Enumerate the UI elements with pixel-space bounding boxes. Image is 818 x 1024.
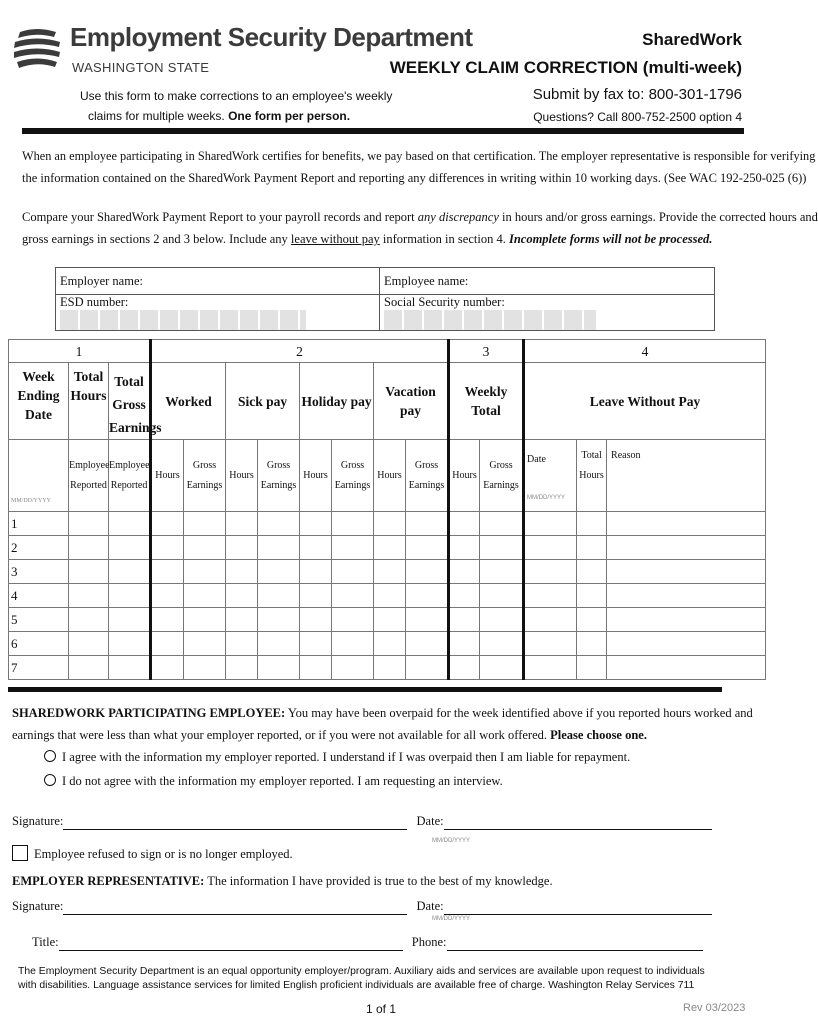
employer-info-box: [55, 267, 715, 331]
grid-cell[interactable]: [300, 536, 332, 560]
agree-radio[interactable]: [44, 750, 56, 762]
grid-cell[interactable]: [480, 536, 524, 560]
table-row: [9, 584, 766, 608]
employer-name-field[interactable]: [56, 268, 380, 295]
grid-cell[interactable]: [374, 656, 406, 680]
grid-rows: [9, 512, 766, 680]
esd-number-label: ESD number:: [60, 295, 129, 309]
para2-text-c: in hours and/or gross earnings. Provide the corrected hours and: [502, 210, 818, 224]
table-row: [9, 512, 766, 536]
employee-date-line[interactable]: [444, 814, 712, 830]
grid-cell[interactable]: [607, 536, 766, 560]
grid-cell[interactable]: [607, 560, 766, 584]
employee-choose: Please choose one.: [550, 728, 647, 742]
employer-signature-row: [12, 899, 712, 915]
grid-cell[interactable]: [480, 512, 524, 536]
employee-name-field[interactable]: [380, 268, 715, 295]
sub-total-hours-reported: Employee Reported: [69, 440, 109, 512]
grid-cell[interactable]: [258, 656, 300, 680]
fax-number: Submit by fax to: 800-301-1796: [532, 86, 742, 103]
ssn-field[interactable]: [380, 295, 715, 331]
grid-cell[interactable]: [300, 560, 332, 584]
grid-cell[interactable]: [109, 560, 151, 584]
sub-worked-gross: Gross Earnings: [184, 440, 226, 512]
sub-weekly-hours: Hours: [449, 440, 480, 512]
grid-cell[interactable]: [69, 512, 109, 536]
grid-cell[interactable]: [332, 632, 374, 656]
col-total-hours: Total Hours: [69, 363, 109, 440]
grid-cell[interactable]: [480, 632, 524, 656]
department-state: WASHINGTON STATE: [72, 60, 210, 75]
grid-cell[interactable]: [449, 512, 480, 536]
employer-signature-line[interactable]: [63, 899, 407, 915]
grid-cell[interactable]: [226, 632, 258, 656]
sub-holiday-hours: Hours: [300, 440, 332, 512]
ssn-boxes: [384, 310, 596, 330]
col-holiday-pay: Holiday pay: [300, 363, 374, 440]
grid-cell[interactable]: [151, 536, 184, 560]
grid-cell[interactable]: [109, 656, 151, 680]
para2-text-d: gross earnings in sections 2 and 3 below. Include any: [22, 232, 288, 246]
para2-line2: [22, 228, 762, 250]
employee-signature-label: Signature:: [12, 814, 64, 828]
intro-line-2: [88, 109, 350, 123]
para1-line1: When an employee participating in SharedWork certifies for benefits, we pay based on that certification. The employer representative is responsible for verifying: [22, 149, 816, 163]
grid-cell[interactable]: [524, 560, 577, 584]
grid-cell[interactable]: [109, 608, 151, 632]
grid-cell[interactable]: [332, 512, 374, 536]
sub-lwop-date: [524, 440, 577, 512]
grid-cell[interactable]: [406, 512, 449, 536]
sub-weekly-gross: Gross Earnings: [480, 440, 524, 512]
instructions-paragraph-2: [22, 206, 818, 250]
employee-section: [12, 702, 762, 792]
sub-vacation-hours: Hours: [374, 440, 406, 512]
footer-line-2: with disabilities. Language assistance services for limited English proficient individuals are available free of charge. Washington Relay Services 711: [18, 980, 695, 991]
grid-cell[interactable]: [577, 584, 607, 608]
grid-cell[interactable]: [300, 512, 332, 536]
table-row: [9, 536, 766, 560]
grid-cell[interactable]: [109, 584, 151, 608]
grid-cell[interactable]: [406, 536, 449, 560]
grid-cell[interactable]: [258, 512, 300, 536]
grid-cell[interactable]: [300, 656, 332, 680]
employee-text-b: earnings that were less than what your employer reported, or if you were not available for all work offered.: [12, 728, 547, 742]
employer-signature-label: Signature:: [12, 899, 64, 913]
employer-phone-label: Phone:: [411, 935, 447, 949]
employer-rep-heading: EMPLOYER REPRESENTATIVE:: [12, 874, 205, 888]
grid-cell[interactable]: [151, 632, 184, 656]
grid-cell[interactable]: [332, 536, 374, 560]
grid-bottom-divider: [8, 687, 722, 692]
grid-cell[interactable]: [374, 560, 406, 584]
sub-worked-hours: Hours: [151, 440, 184, 512]
footer-notice: [18, 965, 705, 993]
employee-date-format: MM/DD/YYYY: [432, 838, 471, 844]
row-number: 4: [9, 584, 69, 608]
ssn-label: Social Security number:: [384, 295, 505, 309]
grid-cell[interactable]: [449, 560, 480, 584]
row-number: 7: [9, 656, 69, 680]
grid-cell[interactable]: [374, 608, 406, 632]
grid-cell[interactable]: [151, 608, 184, 632]
grid-cell[interactable]: [406, 608, 449, 632]
grid-cell[interactable]: [607, 512, 766, 536]
grid-cell[interactable]: [226, 512, 258, 536]
employer-rep-row: [12, 874, 553, 889]
grid-cell[interactable]: [258, 608, 300, 632]
grid-cell[interactable]: [258, 632, 300, 656]
grid-cell[interactable]: [258, 536, 300, 560]
grid-cell[interactable]: [577, 560, 607, 584]
grid-cell[interactable]: [226, 608, 258, 632]
employer-title-row: [32, 935, 703, 951]
grid-cell[interactable]: [151, 560, 184, 584]
section-4-label: 4: [524, 340, 766, 363]
grid-cell[interactable]: [524, 584, 577, 608]
grid-cell[interactable]: [332, 560, 374, 584]
grid-cell[interactable]: [449, 632, 480, 656]
employee-signature-line[interactable]: [63, 814, 407, 830]
page-number: 1 of 1: [366, 1002, 397, 1016]
grid-cell[interactable]: [151, 512, 184, 536]
grid-cell[interactable]: [524, 656, 577, 680]
grid-cell[interactable]: [258, 560, 300, 584]
esd-number-boxes: [60, 310, 306, 330]
employee-text-a: You may have been overpaid for the week identified above if you reported hours worked and: [287, 706, 753, 720]
grid-cell[interactable]: [226, 656, 258, 680]
col-sick-pay: Sick pay: [226, 363, 300, 440]
option-agree-row[interactable]: [12, 746, 762, 768]
grid-cell[interactable]: [184, 560, 226, 584]
grid-cell[interactable]: [374, 536, 406, 560]
row-number: 6: [9, 632, 69, 656]
grid-cell[interactable]: [300, 608, 332, 632]
grid-cell[interactable]: [184, 536, 226, 560]
refused-checkbox[interactable]: [12, 845, 28, 861]
table-row: [9, 560, 766, 584]
grid-cell[interactable]: [449, 536, 480, 560]
grid-cell[interactable]: [406, 560, 449, 584]
grid-cell[interactable]: [577, 608, 607, 632]
option-disagree-row[interactable]: [12, 770, 762, 792]
col-weekly-total: Weekly Total: [449, 363, 524, 440]
grid-cell[interactable]: [184, 656, 226, 680]
para1-line2: the information contained on the SharedWork Payment Report and reporting any differences in writing within 10 working days. (See WAC 192-250-025 (6)): [22, 171, 807, 185]
grid-cell[interactable]: [184, 608, 226, 632]
table-row: [9, 656, 766, 680]
grid-cell[interactable]: [406, 656, 449, 680]
employee-text-line1: [12, 702, 762, 724]
sub-sick-gross: Gross Earnings: [258, 440, 300, 512]
sub-lwop-reason: Reason: [607, 440, 766, 512]
para2-discrepancy: any discrepancy: [417, 210, 499, 224]
grid-cell[interactable]: [300, 584, 332, 608]
row-number: 3: [9, 560, 69, 584]
grid-cell[interactable]: [151, 656, 184, 680]
employee-signature-row: [12, 814, 712, 830]
employer-name-label: Employer name:: [60, 273, 143, 288]
grid-cell[interactable]: [524, 608, 577, 632]
grid-cell[interactable]: [449, 656, 480, 680]
grid-cell[interactable]: [406, 584, 449, 608]
grid-cell[interactable]: [577, 536, 607, 560]
intro-line-2-text: claims for multiple weeks.: [88, 109, 225, 123]
col-leave-without-pay: Leave Without Pay: [524, 363, 766, 440]
row-number: 2: [9, 536, 69, 560]
week-date-format: MM/DD/YYYY: [9, 440, 69, 512]
employer-date-line[interactable]: [444, 899, 712, 915]
employer-title-label: Title:: [32, 935, 59, 949]
employee-name-label: Employee name:: [384, 273, 469, 288]
grid-cell[interactable]: [69, 608, 109, 632]
section-3-label: 3: [449, 340, 524, 363]
grid-cell[interactable]: [184, 632, 226, 656]
employer-date-label: Date:: [416, 899, 444, 913]
grid-cell[interactable]: [109, 632, 151, 656]
refused-row[interactable]: [12, 845, 293, 862]
grid-cell[interactable]: [607, 584, 766, 608]
row-number: 1: [9, 512, 69, 536]
table-row: [9, 632, 766, 656]
col-vacation-pay: Vacation pay: [374, 363, 449, 440]
grid-cell[interactable]: [69, 632, 109, 656]
disagree-radio[interactable]: [44, 774, 56, 786]
employer-rep-text: The information I have provided is true to the best of my knowledge.: [207, 874, 553, 888]
revision-date: Rev 03/2023: [683, 1002, 746, 1014]
grid-cell[interactable]: [226, 584, 258, 608]
sub-lwop-date-label: Date: [527, 454, 546, 465]
grid-cell[interactable]: [151, 584, 184, 608]
grid-cell[interactable]: [449, 608, 480, 632]
grid-cell[interactable]: [480, 608, 524, 632]
program-name: SharedWork: [642, 30, 742, 49]
grid-cell[interactable]: [449, 584, 480, 608]
section-1-label: 1: [9, 340, 151, 363]
department-name: Employment Security Department: [70, 22, 473, 52]
grid-cell[interactable]: [258, 584, 300, 608]
grid-cell[interactable]: [332, 608, 374, 632]
grid-cell[interactable]: [332, 656, 374, 680]
instructions-paragraph-1: [22, 145, 816, 189]
intro-line-1: Use this form to make corrections to an employee's weekly: [80, 89, 393, 103]
grid-cell[interactable]: [226, 560, 258, 584]
employer-date-format: MM/DD/YYYY: [432, 916, 471, 922]
grid-cell[interactable]: [69, 560, 109, 584]
grid-cell[interactable]: [69, 584, 109, 608]
header-divider: [22, 128, 744, 134]
grid-cell[interactable]: [374, 584, 406, 608]
footer-line-1: The Employment Security Department is an equal opportunity employer/program. Auxiliary aids and services are available upon request to individuals: [18, 966, 705, 977]
grid-cell[interactable]: [406, 632, 449, 656]
employer-phone-line[interactable]: [447, 935, 703, 951]
grid-cell[interactable]: [69, 656, 109, 680]
grid-cell[interactable]: [480, 560, 524, 584]
esd-logo-icon: [12, 24, 62, 74]
intro-line-2-bold: One form per person.: [228, 109, 351, 123]
grid-cell[interactable]: [374, 512, 406, 536]
refused-label: Employee refused to sign or is no longer employed.: [34, 847, 293, 861]
employee-text-line2: [12, 724, 762, 746]
para2-line1: [22, 206, 818, 228]
grid-cell[interactable]: [109, 536, 151, 560]
col-worked: Worked: [151, 363, 226, 440]
grid-cell[interactable]: [184, 584, 226, 608]
option-disagree-label: I do not agree with the information my employer reported. I am requesting an interview.: [62, 774, 503, 788]
grid-cell[interactable]: [184, 512, 226, 536]
employee-date-label: Date:: [416, 814, 444, 828]
table-row: [9, 608, 766, 632]
grid-cell[interactable]: [607, 608, 766, 632]
grid-cell[interactable]: [524, 632, 577, 656]
row-number: 5: [9, 608, 69, 632]
grid-cell[interactable]: [480, 584, 524, 608]
sub-vacation-gross: Gross Earnings: [406, 440, 449, 512]
para2-incomplete-warning: Incomplete forms will not be processed.: [508, 232, 713, 246]
grid-cell[interactable]: [300, 632, 332, 656]
lwop-date-format: MM/DD/YYYY: [527, 495, 566, 501]
para2-text-e: information in section 4.: [382, 232, 506, 246]
grid-cell[interactable]: [524, 536, 577, 560]
grid-cell[interactable]: [480, 656, 524, 680]
section-2-label: 2: [151, 340, 449, 363]
grid-cell[interactable]: [524, 512, 577, 536]
sub-holiday-gross: Gross Earnings: [332, 440, 374, 512]
para2-text-a: Compare your SharedWork Payment Report to your payroll records and report: [22, 210, 415, 224]
grid-cell[interactable]: [109, 512, 151, 536]
sub-total-gross-reported: Employee Reported: [109, 440, 151, 512]
form-title: WEEKLY CLAIM CORRECTION (multi-week): [389, 58, 742, 77]
grid-cell[interactable]: [374, 632, 406, 656]
para2-lwop: leave without pay: [290, 232, 380, 246]
col-total-gross: Total Gross Earnings: [109, 363, 151, 440]
sub-lwop-total-hours: Total Hours: [577, 440, 607, 512]
grid-cell[interactable]: [607, 656, 766, 680]
employee-heading: SHAREDWORK PARTICIPATING EMPLOYEE:: [12, 706, 286, 720]
esd-number-field[interactable]: [56, 295, 380, 331]
grid-cell[interactable]: [607, 632, 766, 656]
sub-sick-hours: Hours: [226, 440, 258, 512]
questions-phone: Questions? Call 800-752-2500 option 4: [533, 110, 742, 124]
grid-cell[interactable]: [577, 512, 607, 536]
grid-cell[interactable]: [577, 632, 607, 656]
employer-title-line[interactable]: [59, 935, 403, 951]
claim-correction-grid: [8, 339, 766, 680]
option-agree-label: I agree with the information my employer reported. I understand if I was overpaid then I am liable for repayment.: [62, 750, 631, 764]
col-week-ending: Week Ending Date: [9, 363, 69, 440]
grid-cell[interactable]: [69, 536, 109, 560]
grid-cell[interactable]: [226, 536, 258, 560]
grid-cell[interactable]: [577, 656, 607, 680]
grid-cell[interactable]: [332, 584, 374, 608]
